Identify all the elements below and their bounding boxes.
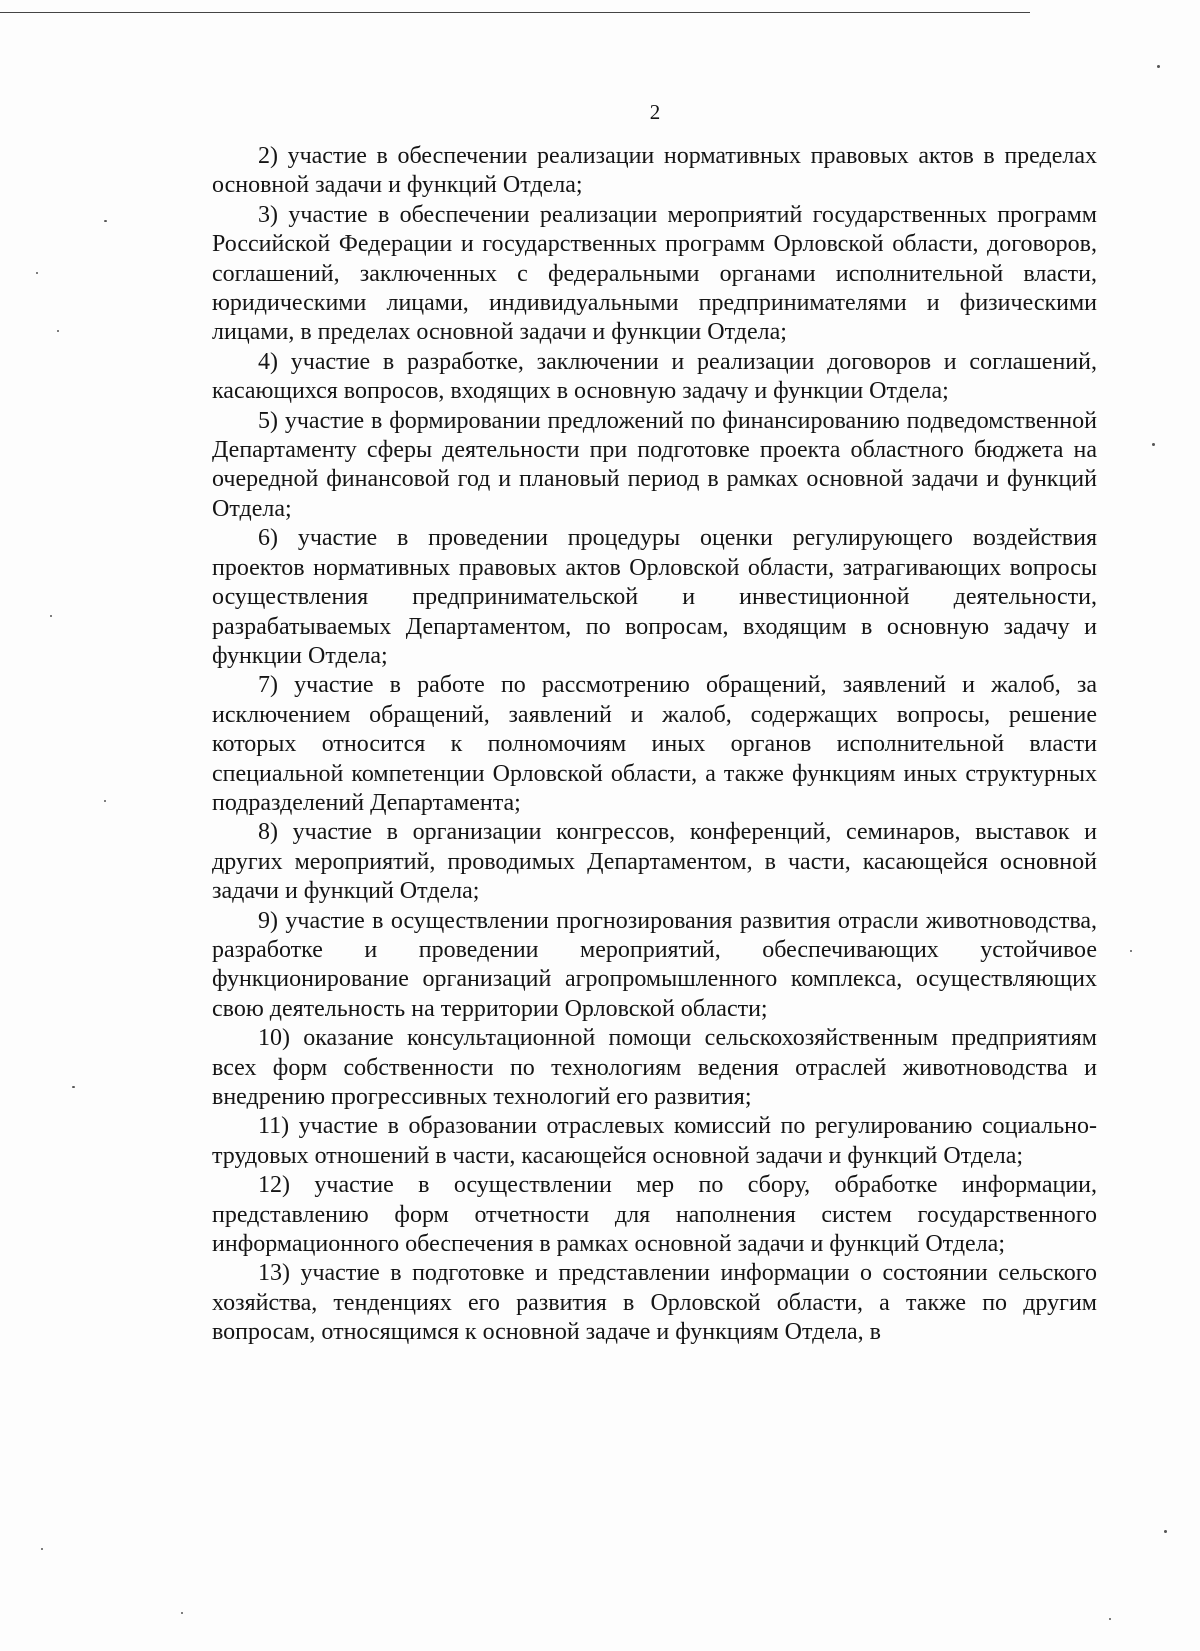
scan-speck (41, 1548, 43, 1550)
list-item: 9) участие в осуществлении прогнозирования развития отрасли животноводства, разработке и проведении мероприятий, обеспечивающих устойчивое функционирование организаций агропромышленного комплекса, осуществляющих свою деятельность на территории Орловской области; (212, 907, 1097, 1022)
list-item: 10) оказание консультационной помощи сельскохозяйственным предприятиям всех форм собственности по технологиям ведения отраслей животноводства и внедрению прогрессивных технологий его развития; (212, 1025, 1097, 1110)
scan-speck (1152, 443, 1155, 446)
list-item: 5) участие в формировании предложений по финансированию подведомственной Департаменту сферы деятельности при подготовке проекта областного бюджета на очередной финансовой год и плановый период в рамках основной задачи и функций Отдела; (212, 407, 1097, 522)
list-item: 4) участие в разработке, заключении и реализации договоров и соглашений, касающихся вопросов, входящих в основную задачу и функции Отдела; (212, 348, 1097, 405)
page-number: 2 (649, 100, 661, 124)
scan-speck (50, 615, 52, 617)
list-item: 12) участие в осуществлении мер по сбору, обработке информации, представлению форм отчетности для наполнения систем государственного информационного обеспечения в рамках основной задачи и функций Отдела; (212, 1172, 1097, 1258)
scan-speck (72, 1086, 75, 1088)
list-item: 2) участие в обеспечении реализации нормативных правовых актов в пределах основной задачи и функций Отдела; (212, 143, 1097, 199)
scan-speck (1164, 1530, 1167, 1533)
scan-speck (57, 330, 59, 332)
scan-speck (181, 1612, 183, 1614)
scan-speck (1130, 950, 1132, 952)
list-item: 13) участие в подготовке и представлении информации о состоянии сельского хозяйства, тенденциях его развития в Орловской области, а также по другим вопросам, относящимся к основной задаче и функциям Отдела, в (212, 1260, 1097, 1346)
list-item: 8) участие в организации конгрессов, конференций, семинаров, выставок и других мероприятий, проводимых Департаментом, в части, касающейся основной задачи и функций Отдела; (212, 819, 1097, 905)
list-item: 7) участие в работе по рассмотрению обращений, заявлений и жалоб, за исключением обращений, заявлений и жалоб, содержащих вопросы, решение которых относится к полномочиям иных органов исполнительной власти специальной компетенции Орловской области, а также функциям иных структурных подразделений Департамента; (212, 672, 1097, 816)
scan-speck (36, 272, 38, 274)
scan-speck (104, 220, 107, 222)
list-item: 11) участие в образовании отраслевых комиссий по регулированию социально-трудовых отношений в части, касающейся основной задачи и функций Отдела; (212, 1113, 1097, 1169)
scan-speck (1157, 65, 1160, 68)
scan-speck (104, 800, 106, 802)
document-body (212, 142, 1097, 1348)
list-item: 6) участие в проведении процедуры оценки регулирующего воздействия проектов нормативных правовых актов Орловской области, затрагивающих вопросы осуществления предпринимательской и инвестиционной деятельности, разрабатываемых Департаментом, по вопросам, входящим в основную задачу и функции Отдела; (212, 525, 1097, 669)
scan-top-rule (0, 12, 1030, 13)
list-item: 3) участие в обеспечении реализации мероприятий государственных программ Российской Федерации и государственных программ Орловской области, договоров, соглашений, заключенных с федеральными органами исполнительной власти, юридическими лицами, индивидуальными предпринимателями и физическими лицами, в пределах основной задачи и функции Отдела; (212, 201, 1097, 346)
scan-speck (1109, 1618, 1111, 1620)
